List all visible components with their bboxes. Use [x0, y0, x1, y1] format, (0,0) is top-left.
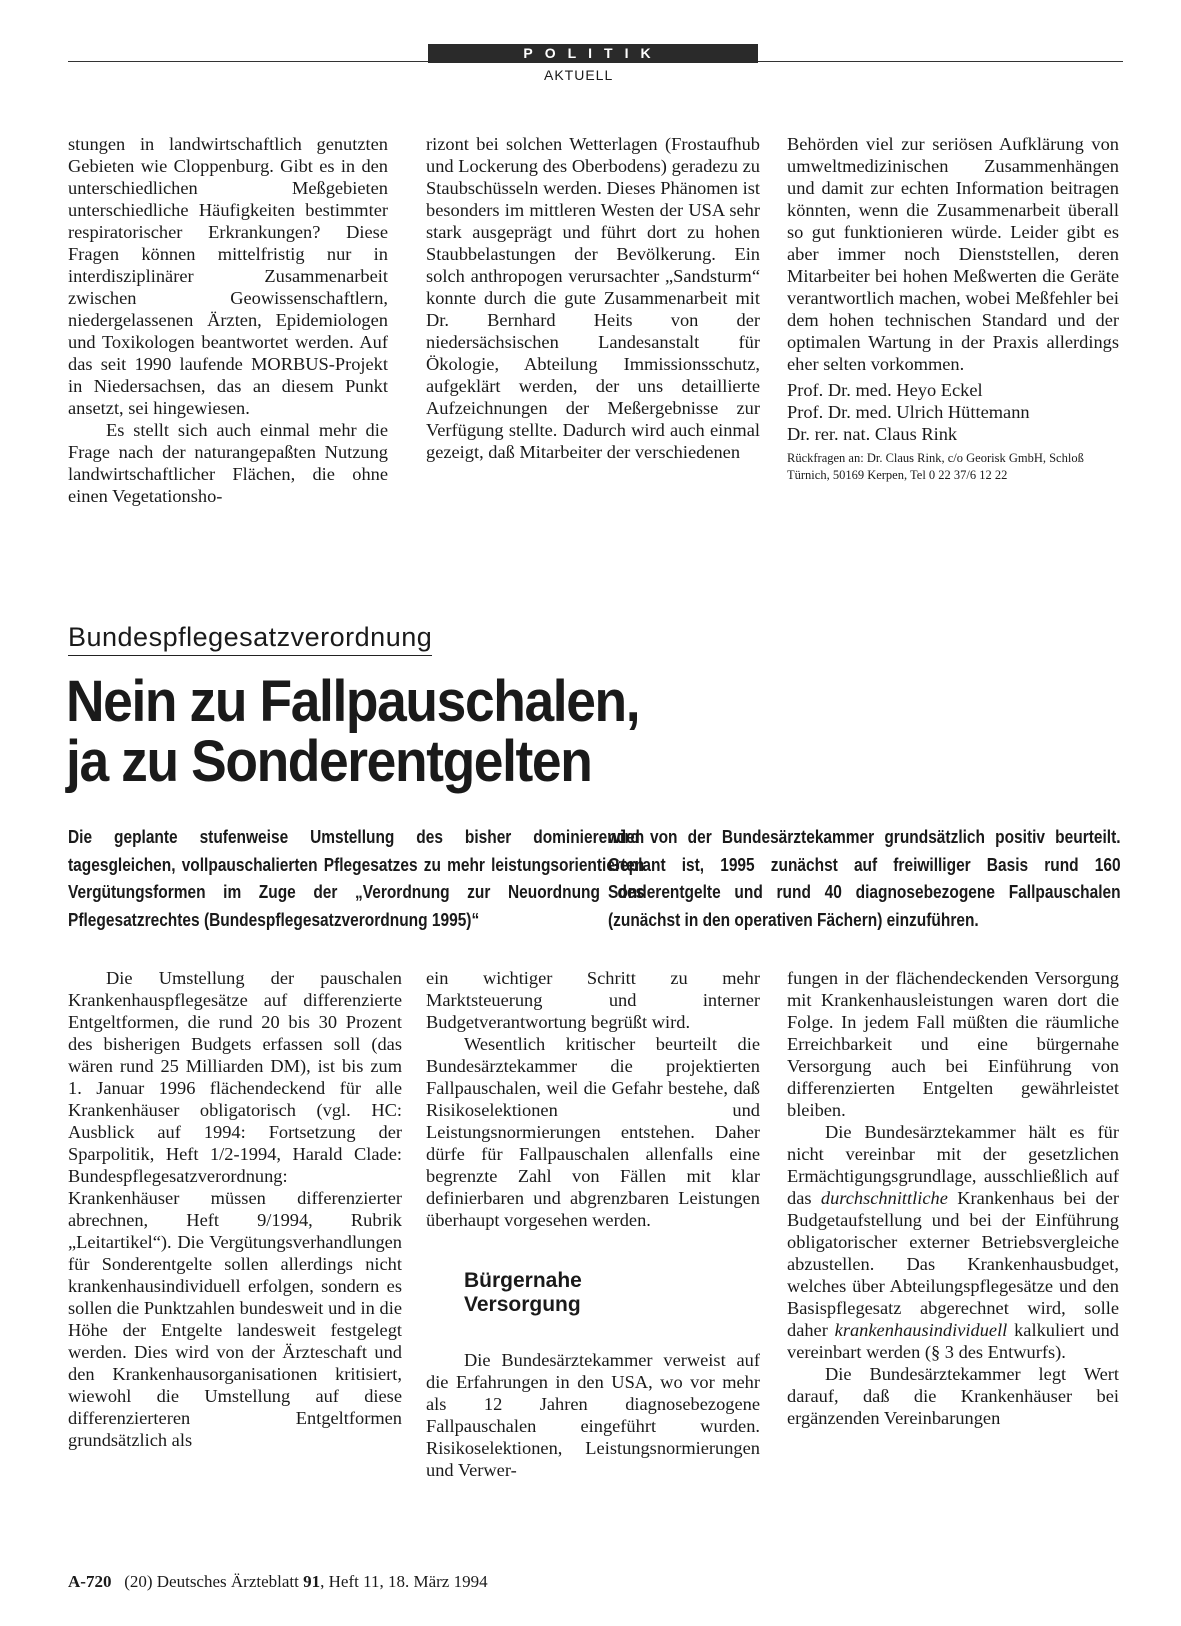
emphasis: krankenhausindividuell [834, 1320, 1008, 1340]
lead-paragraph-left: Die geplante stufenweise Umstellung des bisher dominierenden tagesgleichen, vollpauschalierten Pflegesatzes zu mehr leistungsorientierten Vergütungsformen im Zuge der „Verordnung zur Neuordnung des Pflegesatzrechtes (Bundespflegesatzverordnung 1995)“ [68, 827, 645, 930]
author-line: Prof. Dr. med. Heyo Eckel [787, 380, 983, 400]
paragraph: Es stellt sich auch einmal mehr die Frage nach der naturangepaßten Nutzung landwirtschaftlicher Flächen, die ohne einen Vegetationsho- [68, 420, 388, 506]
paragraph: stungen in landwirtschaftlich genutzten Gebieten wie Cloppenburg. Gibt es in den unterschiedlichen Meßgebieten unterschiedliche Häufigkeiten bestimmter respiratorischer Erkrankungen? Diese Fragen können mittelfristig nur in interdisziplinärer Zusammenarbeit zwischen Geowissenschaftlern, niedergelassenen Ärzten, Epidemiologen und Toxikologen beantwortet werden. Auf das seit 1990 laufende MORBUS-Projekt in Niedersachsen, das an diesem Punkt ansetzt, sei hingewiesen. [68, 134, 388, 418]
headline-line: ja zu Sonderentgelten [66, 729, 592, 794]
headline-line: Nein zu Fallpauschalen, [66, 669, 640, 734]
journal-name: (20) Deutsches Ärzteblatt [124, 1572, 299, 1591]
article-column-2 [426, 967, 760, 1481]
lead-paragraph-right: wird von der Bundesärztekammer grundsätzlich positiv beurteilt. Geplant ist, 1995 zunächst auf freiwilliger Basis rund 160 Sonderentgelte und rund 40 diagnosebezogene Fallpauschalen (zunächst in den operativen Fächern) einzuführen. [608, 827, 1121, 930]
paragraph: Die Bundesärztekammer legt Wert darauf, daß die Krankenhäuser bei ergänzenden Vereinbarungen [787, 1364, 1119, 1428]
contact-note: Rückfragen an: Dr. Claus Rink, c/o Georisk GmbH, Schloß Türnich, 50169 Kerpen, Tel 0 22 37/6 12 22 [787, 451, 1084, 482]
paragraph: Behörden viel zur seriösen Aufklärung von umweltmedizinischen Zusammenhängen und damit zur echten Information beitragen könnten, wenn die Zusammenarbeit überall so gut funktionieren würde. Leider gibt es aber immer noch Dienststellen, deren Mitarbeiter bei hohen Meßwerten die Geräte verantwortlich machen, wobei Meßfehler bei dem hohen technischen Standard und der optimalen Wartung in der Praxis allerdings eher selten vorkommen. [787, 134, 1119, 374]
article-column-1 [68, 967, 402, 1451]
article-headline [66, 669, 640, 794]
top-article-column-3 [787, 133, 1119, 484]
page-number: A-720 [68, 1572, 112, 1591]
page-footer [68, 1572, 488, 1592]
top-article-column-1 [68, 133, 388, 507]
paragraph: fungen in der flächendeckenden Versorgung mit Krankenhausleistungen waren dort die Folge. In jedem Fall müßten die räumliche Erreichbarkeit und eine bürgernahe Versorgung auch bei Einführung von differenzierten Entgelten gewährleistet bleiben. [787, 968, 1119, 1120]
paragraph [787, 1121, 1119, 1363]
article-kicker: Bundespflegesatzverordnung [68, 622, 432, 656]
issue-info: , Heft 11, 18. März 1994 [320, 1572, 488, 1591]
subheading-line: Bürgernahe [464, 1269, 582, 1292]
subheading-line: Versorgung [464, 1293, 581, 1316]
subsection-label: AKTUELL [544, 67, 614, 83]
article-subheading [464, 1269, 760, 1317]
text-run: kalkuliert und vereinbart werden (§ 3 des Entwurfs). [787, 1320, 1119, 1362]
volume-number: 91 [303, 1572, 321, 1591]
paragraph: rizont bei solchen Wetterlagen (Frostaufhub und Lockerung des Oberbodens) geradezu zu Staubschüsseln werden. Dieses Phänomen ist besonders im mittleren Westen der USA sehr stark ausgeprägt und führt dort zu hohen Staubbelastungen der Bevölkerung. Ein solch anthropogen verursachter „Sandsturm“ konnte durch die gute Zusammenarbeit mit Dr. Bernhard Heits von der niedersächsischen Landesanstalt für Ökologie, Abteilung Immissionsschutz, aufgeklärt werden, der uns detaillierte Aufzeichnungen der Meßergebnisse zur Verfügung stellte. Dadurch wird auch einmal gezeigt, daß Mitarbeiter der verschiedenen [426, 134, 760, 462]
article-column-3 [787, 967, 1119, 1429]
paragraph: Die Umstellung der pauschalen Krankenhauspflegesätze auf differenzierte Entgeltformen, die rund 20 bis 30 Prozent des bisherigen Budgets erfassen soll (das wären rund 25 Milliarden DM), ist bis zum 1. Januar 1996 flächendeckend für alle Krankenhäuser obligatorisch (vgl. HC: Ausblick auf 1994: Fortsetzung der Sparpolitik, Heft 1/2-1994, Harald Clade: Bundespflegesatzverordnung: Krankenhäuser müssen differenzierter abrechnen, Heft 9/1994, Rubrik „Leitartikel“). Die Vergütungsverhandlungen für Sonderentgelte sollen allerdings nicht krankenhausindividuell erfolgen, sondern es sollen die Punktzahlen bundesweit und in die Höhe der Entgelte landesweit festgelegt werden. Dies wird von der Ärzteschaft und den Krankenhausorganisationen kritisiert, wiewohl die Umstellung auf diese differenzierteren Entgeltformen grundsätzlich als [68, 968, 402, 1450]
author-line: Dr. rer. nat. Claus Rink [787, 424, 958, 444]
paragraph: Die Bundesärztekammer verweist auf die Erfahrungen in den USA, wo vor mehr als 12 Jahren diagnosebezogene Fallpauschalen eingeführt wurden. Risikoselektionen, Leistungsnormierungen und Verwer- [426, 1350, 760, 1480]
section-label: POLITIK [428, 44, 758, 63]
text-run: Die Bundesärztekammer hält es für nicht vereinbar mit der gesetzlichen Ermächtigungsgrundlage, ausschließlich auf das [787, 1122, 1119, 1208]
emphasis: durchschnittliche [820, 1188, 948, 1208]
paragraph: ein wichtiger Schritt zu mehr Marktsteuerung und interner Budgetverantwortung begrüßt wird. [426, 968, 760, 1032]
author-line: Prof. Dr. med. Ulrich Hüttemann [787, 402, 1030, 422]
text-run: Krankenhaus bei der Budgetaufstellung und bei der Einführung obligatorischer externer Betriebsvergleiche abzustellen. Das Krankenhausbudget, welches über Abteilungspflegesätze und den Basispflegesatz abgerechnet wird, solle daher [787, 1188, 1119, 1340]
top-article-column-2 [426, 133, 760, 463]
paragraph: Wesentlich kritischer beurteilt die Bundesärztekammer die projektierten Fallpauschalen, weil die Gefahr bestehe, daß Risikoselektionen und Leistungsnormierungen entstehen. Daher dürfe für Fallpauschalen allenfalls eine begrenzte Zahl von Fällen mit klar definierbaren und abgrenzbaren Leistungen überhaupt vorgesehen werden. [426, 1034, 760, 1230]
